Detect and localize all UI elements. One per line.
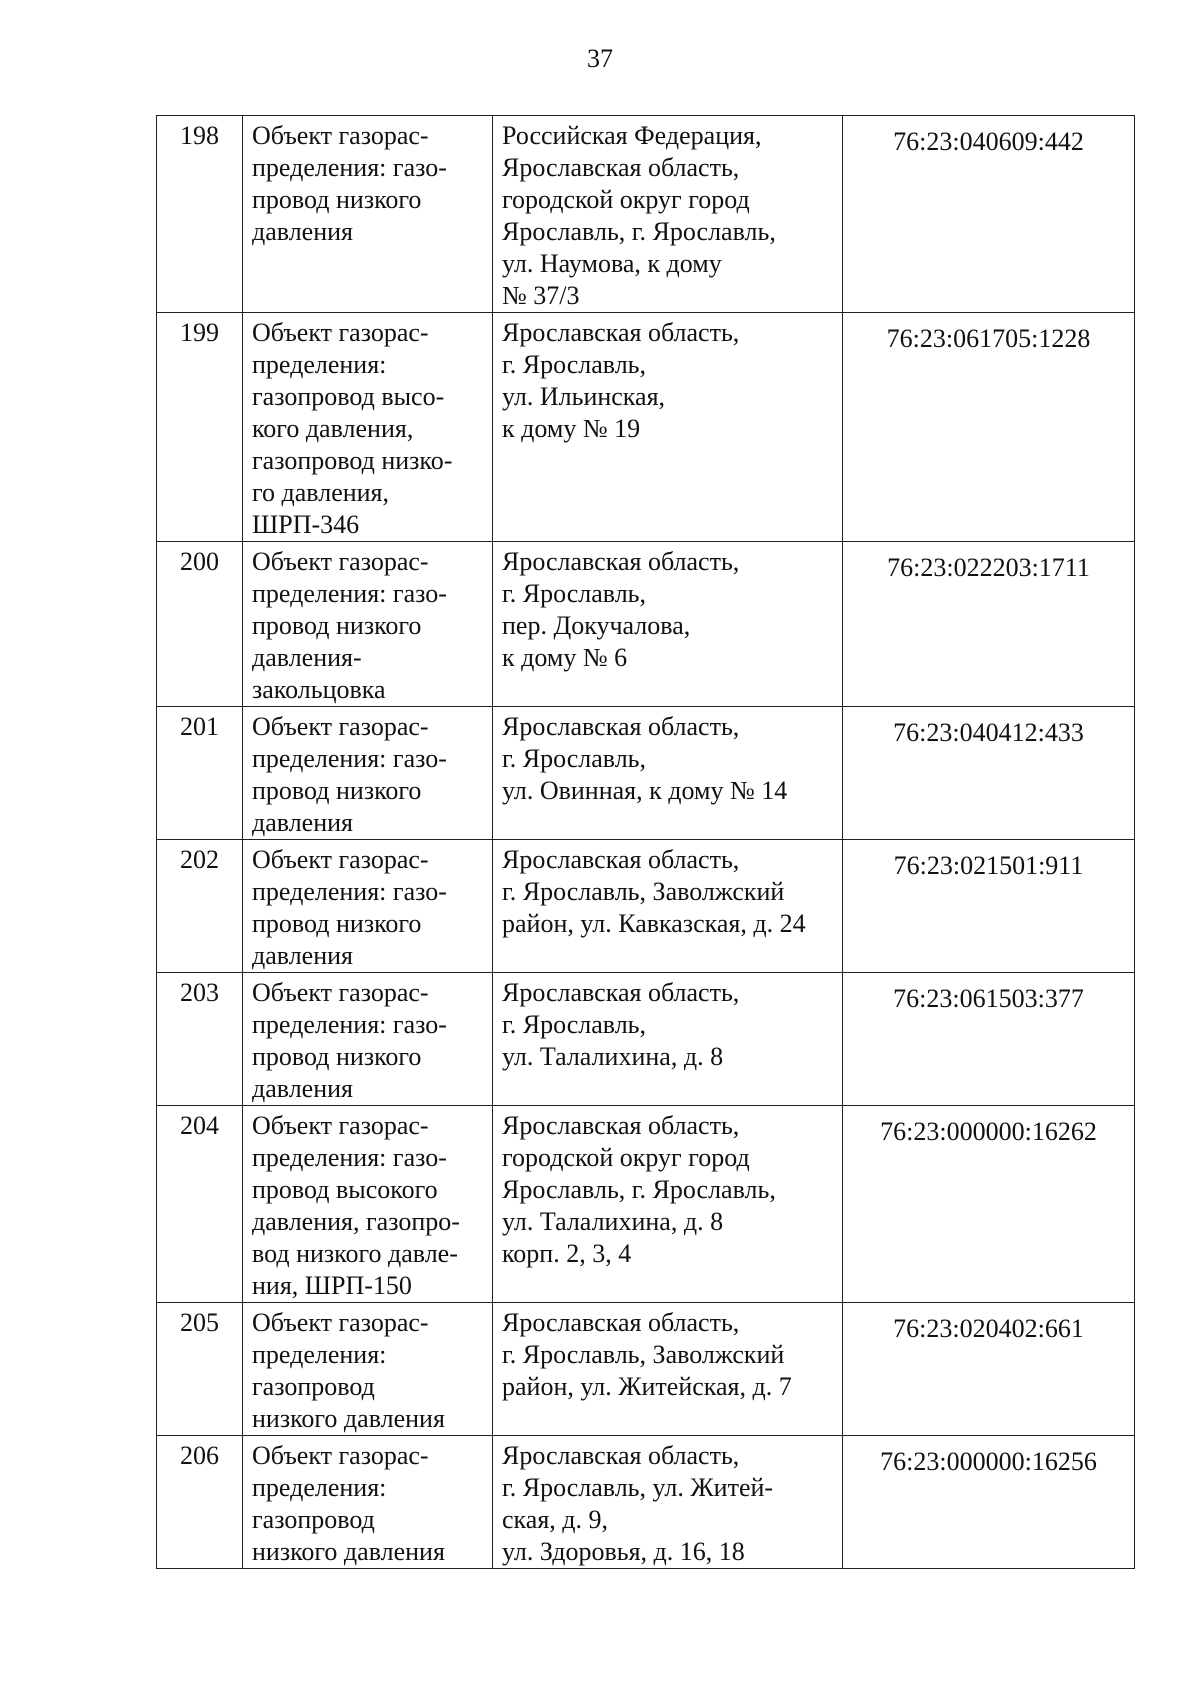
object-address: Ярославская область, г. Ярославль, ул. Житей- ская, д. 9, ул. Здоровья, д. 16, 18	[493, 1436, 843, 1569]
table-row	[157, 116, 1135, 313]
object-address: Ярославская область, г. Ярославль, ул. Талалихина, д. 8	[493, 973, 843, 1106]
table-row	[157, 1436, 1135, 1569]
object-name: Объект газорас- пределения: газо- провод низкого давления	[243, 840, 493, 973]
object-address: Ярославская область, г. Ярославль, Заволжский район, ул. Кавказская, д. 24	[493, 840, 843, 973]
cadastral-number: 76:23:061705:1228	[843, 313, 1135, 542]
table-row	[157, 313, 1135, 542]
table-row	[157, 707, 1135, 840]
row-number: 200	[157, 542, 243, 707]
cadastral-number: 76:23:020402:661	[843, 1303, 1135, 1436]
object-address: Ярославская область, г. Ярославль, ул. Ильинская, к дому № 19	[493, 313, 843, 542]
row-number: 199	[157, 313, 243, 542]
cadastral-number: 76:23:061503:377	[843, 973, 1135, 1106]
table-row	[157, 840, 1135, 973]
object-name: Объект газорас- пределения: газо- провод низкого давления	[243, 116, 493, 313]
page-number: 37	[587, 44, 613, 73]
object-name: Объект газорас- пределения: газо- провод низкого давления	[243, 707, 493, 840]
cadastral-number: 76:23:040412:433	[843, 707, 1135, 840]
table-row	[157, 1106, 1135, 1303]
table-row	[157, 542, 1135, 707]
cadastral-number: 76:23:040609:442	[843, 116, 1135, 313]
registry-table	[156, 115, 1135, 1569]
object-address: Ярославская область, г. Ярославль, ул. Овинная, к дому № 14	[493, 707, 843, 840]
table-row	[157, 1303, 1135, 1436]
object-address: Ярославская область, городской округ город Ярославль, г. Ярославль, ул. Талалихина, д. 8 корп. 2, 3, 4	[493, 1106, 843, 1303]
object-address: Ярославская область, г. Ярославль, пер. Докучалова, к дому № 6	[493, 542, 843, 707]
table-row	[157, 973, 1135, 1106]
object-name: Объект газорас- пределения: газопровод высо- кого давления, газопровод низко- го давления, ШРП-346	[243, 313, 493, 542]
row-number: 202	[157, 840, 243, 973]
cadastral-number: 76:23:000000:16256	[843, 1436, 1135, 1569]
cadastral-number: 76:23:021501:911	[843, 840, 1135, 973]
object-name: Объект газорас- пределения: газопровод низкого давления	[243, 1436, 493, 1569]
object-name: Объект газорас- пределения: газопровод низкого давления	[243, 1303, 493, 1436]
row-number: 198	[157, 116, 243, 313]
object-name: Объект газорас- пределения: газо- провод низкого давления	[243, 973, 493, 1106]
object-address: Российская Федерация, Ярославская область, городской округ город Ярославль, г. Ярославль, ул. Наумова, к дому № 37/3	[493, 116, 843, 313]
row-number: 203	[157, 973, 243, 1106]
row-number: 205	[157, 1303, 243, 1436]
row-number: 201	[157, 707, 243, 840]
row-number: 206	[157, 1436, 243, 1569]
cadastral-number: 76:23:000000:16262	[843, 1106, 1135, 1303]
object-name: Объект газорас- пределения: газо- провод высокого давления, газопро- вод низкого давле- ния, ШРП-150	[243, 1106, 493, 1303]
object-address: Ярославская область, г. Ярославль, Заволжский район, ул. Житейская, д. 7	[493, 1303, 843, 1436]
row-number: 204	[157, 1106, 243, 1303]
cadastral-number: 76:23:022203:1711	[843, 542, 1135, 707]
object-name: Объект газорас- пределения: газо- провод низкого давления- закольцовка	[243, 542, 493, 707]
